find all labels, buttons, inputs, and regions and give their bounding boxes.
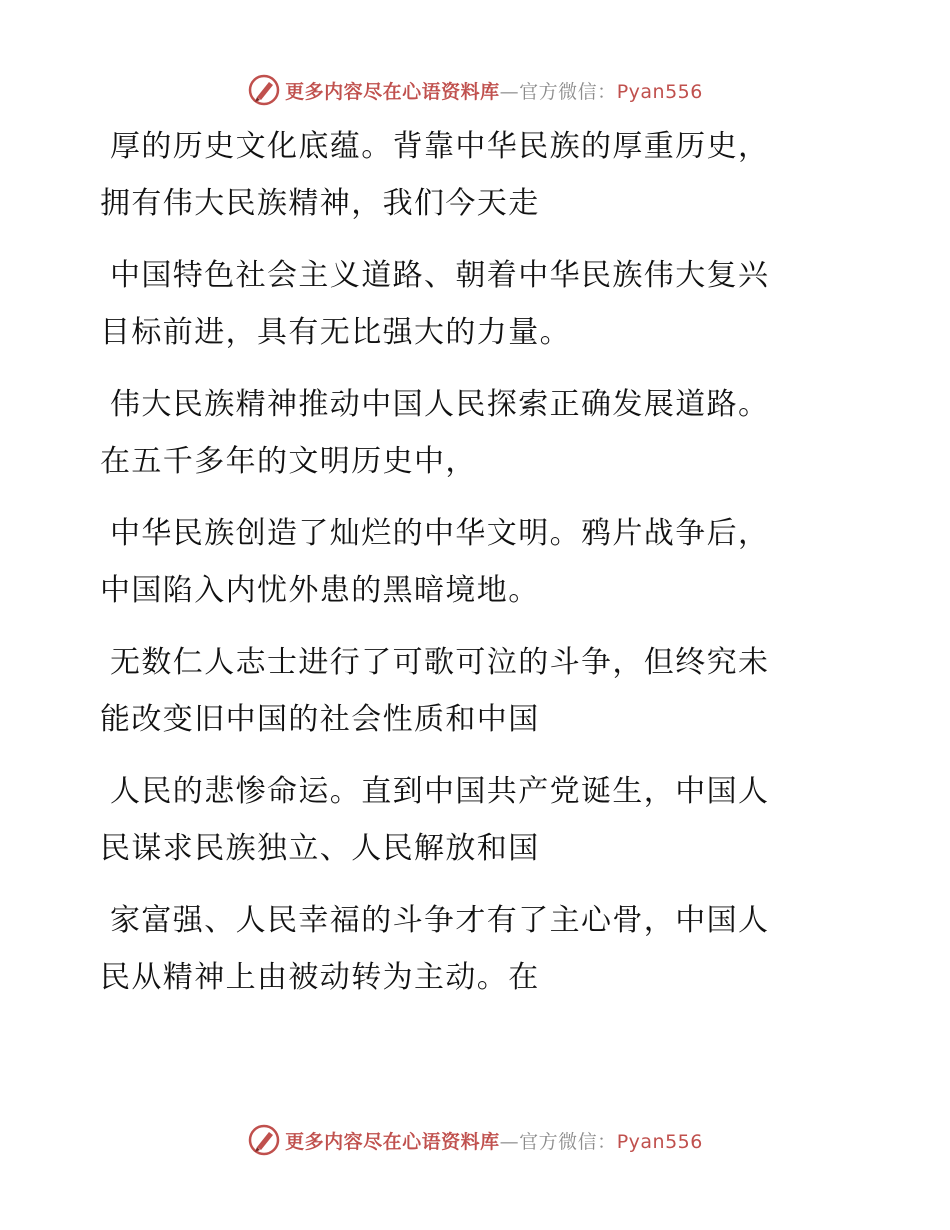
paragraph-line: 中国特色社会主义道路、朝着中华民族伟大复兴 [110,258,770,293]
paragraph-7 [100,892,840,1006]
paragraph-line: 无数仁人志士进行了可歌可泣的斗争，但终究未 [110,645,770,680]
paragraph-line: 中华民族创造了灿烂的中华文明。鸦片战争后， [110,516,770,551]
banner-wechat-label: 官方微信： [519,80,617,103]
pen-logo-icon [247,1123,281,1157]
paragraph-4 [100,505,840,619]
paragraph-line: 拥有伟大民族精神，我们今天走 [100,186,540,221]
banner-wechat-id: Pyan556 [616,80,703,103]
paragraph-line: 中国陷入内忧外患的黑暗境地。 [100,573,540,608]
banner-wechat-label: 官方微信： [519,1130,617,1153]
banner-separator: — [499,1130,520,1153]
paragraph-line: 能改变旧中国的社会性质和中国 [100,702,540,737]
paragraph-line: 伟大民族精神推动中国人民探索正确发展道路。 [110,387,770,422]
paragraph-5 [100,634,840,748]
paragraph-2 [100,247,840,361]
paragraph-line: 在五千多年的文明历史中， [100,444,477,479]
banner-separator: — [499,80,520,103]
paragraph-line: 人民的悲惨命运。直到中国共产党诞生，中国人 [110,774,770,809]
banner-wechat-id: Pyan556 [616,1130,703,1153]
paragraph-1 [100,118,840,232]
paragraph-line: 民从精神上由被动转为主动。在 [100,960,540,995]
paragraph-line: 目标前进，具有无比强大的力量。 [100,315,571,350]
header-banner [0,70,950,110]
paragraph-line: 民谋求民族独立、人民解放和国 [100,831,540,866]
banner-main-text: 更多内容尽在心语资料库 [285,1130,500,1153]
document-body [100,118,840,1021]
paragraph-3 [100,376,840,490]
paragraph-6 [100,763,840,877]
banner-main-text: 更多内容尽在心语资料库 [285,80,500,103]
footer-banner [0,1120,950,1160]
paragraph-line: 家富强、人民幸福的斗争才有了主心骨，中国人 [110,903,770,938]
paragraph-line: 厚的历史文化底蕴。背靠中华民族的厚重历史， [110,129,770,164]
pen-logo-icon [247,73,281,107]
